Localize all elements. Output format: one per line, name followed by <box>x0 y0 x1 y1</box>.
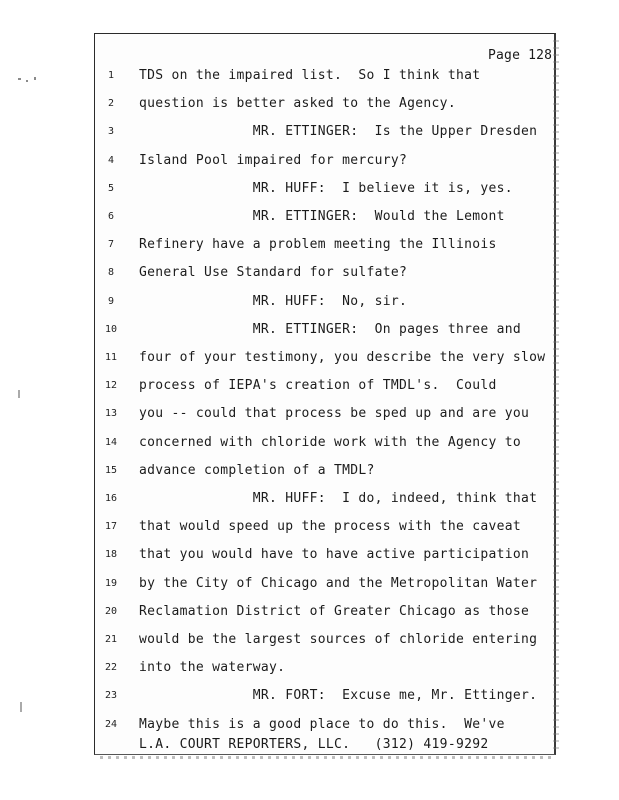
line-number: 5 <box>107 182 115 194</box>
transcript-line-text: you -- could that process be sped up and are you <box>139 406 530 422</box>
line-number: 12 <box>104 380 118 392</box>
line-number: 11 <box>104 352 118 363</box>
line-number: 1 <box>107 70 115 81</box>
transcript-line-text: Reclamation District of Greater Chicago as those <box>139 603 530 619</box>
line-number: 10 <box>104 323 118 335</box>
line-number: 20 <box>104 605 118 617</box>
scan-edge-noise-bottom <box>100 756 555 759</box>
line-number: 8 <box>107 267 115 279</box>
transcript-line-text: into the waterway. <box>139 660 286 676</box>
scan-speck <box>18 390 20 398</box>
line-number: 23 <box>104 690 118 702</box>
transcript-line-text: Island Pool impaired for mercury? <box>139 152 408 168</box>
transcript-line-text: four of your testimony, you describe the very slow <box>139 350 546 365</box>
line-number: 21 <box>104 634 118 645</box>
transcript-line-text: process of IEPA's creation of TMDL's. Could <box>139 378 497 394</box>
transcript-line-text: concerned with chloride work with the Agency to <box>139 434 521 450</box>
transcript-line-text: MR. HUFF: I do, indeed, think that <box>139 491 538 506</box>
scan-speck <box>20 702 22 712</box>
transcript-line-text: TDS on the impaired list. So I think that <box>139 68 481 83</box>
line-number: 18 <box>104 549 118 561</box>
transcript-line-text: MR. FORT: Excuse me, Mr. Ettinger. <box>139 688 538 704</box>
line-number: 22 <box>104 662 118 674</box>
line-number: 19 <box>104 577 118 589</box>
court-reporter-footer: L.A. COURT REPORTERS, LLC. (312) 419-9292 <box>139 737 489 752</box>
transcript-line-text: General Use Standard for sulfate? <box>139 265 408 281</box>
line-number: 7 <box>107 239 115 251</box>
transcript-line-text: would be the largest sources of chloride entering <box>139 632 538 647</box>
scan-speck <box>34 77 36 80</box>
transcript-line-text: MR. ETTINGER: Is the Upper Dresden <box>139 124 538 140</box>
line-number: 14 <box>104 436 118 448</box>
transcript-line-text: that would speed up the process with the caveat <box>139 519 521 535</box>
transcript-line-text: MR. HUFF: No, sir. <box>139 293 408 309</box>
line-number: 9 <box>107 295 115 307</box>
line-number: 2 <box>107 98 115 110</box>
transcript-line-text: MR. HUFF: I believe it is, yes. <box>139 180 513 196</box>
line-number: 24 <box>104 718 118 730</box>
transcript-line-text: Refinery have a problem meeting the Illinois <box>139 237 497 253</box>
transcript-line-text: question is better asked to the Agency. <box>139 96 456 112</box>
transcript-line-text: that you would have to have active participation <box>139 547 530 563</box>
transcript-line-text: Maybe this is a good place to do this. We've <box>139 716 505 732</box>
transcript-line-text: MR. ETTINGER: Would the Lemont <box>139 209 505 224</box>
line-number: 3 <box>107 126 115 138</box>
line-number: 16 <box>104 493 118 504</box>
scan-edge-noise-right <box>553 40 559 750</box>
transcript-line-text: by the City of Chicago and the Metropolitan Water <box>139 575 538 591</box>
line-number: 6 <box>107 211 115 222</box>
scan-speck <box>18 78 21 80</box>
line-number: 4 <box>107 154 115 166</box>
line-number: 17 <box>104 521 118 533</box>
scan-speck <box>26 80 28 82</box>
transcript-line-text: advance completion of a TMDL? <box>139 462 375 478</box>
transcript-line-text: MR. ETTINGER: On pages three and <box>139 321 521 337</box>
line-number: 15 <box>104 464 118 476</box>
line-number: 13 <box>104 408 118 420</box>
page-number-label: Page 128 <box>488 48 553 63</box>
